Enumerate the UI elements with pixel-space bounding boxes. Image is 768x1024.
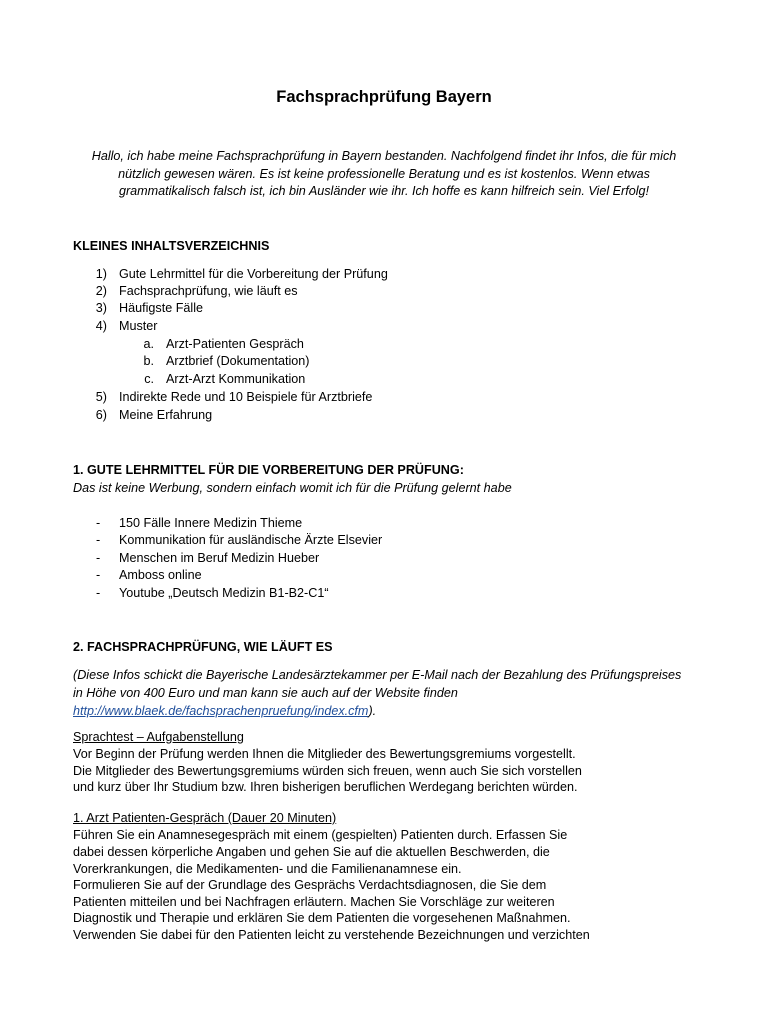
section2-heading: 2. FACHSPRACHPRÜFUNG, WIE LÄUFT ES (73, 640, 333, 654)
toc-heading: KLEINES INHALTSVERZEICHNIS (73, 239, 270, 253)
sprachtest-line: und kurz über Ihr Studium bzw. Ihren bisherigen beruflichen Werdegang berichten würden. (73, 780, 578, 794)
bullet-dash: - (96, 533, 101, 547)
toc-subitem-letter: a. (143, 337, 154, 351)
sprachtest-line: Die Mitglieder des Bewertungsgremiums würden sich freuen, wenn auch Sie sich vorstellen (73, 764, 582, 778)
toc-item-number: 3) (95, 301, 107, 315)
part1-line: Patienten mitteilen und bei Nachfragen erläutern. Machen Sie Vorschläge zur weiteren (73, 895, 555, 909)
sprachtest-heading: Sprachtest – Aufgabenstellung (73, 730, 244, 744)
toc-subitem-letter: b. (143, 354, 154, 368)
list-item-label: 150 Fälle Innere Medizin Thieme (119, 516, 303, 530)
sprachtest-line: Vor Beginn der Prüfung werden Ihnen die Mitglieder des Bewertungsgremiums vorgestellt. (73, 747, 576, 761)
part1-line: Diagnostik und Therapie und erklären Sie dem Patienten die vorgesehenen Maßnahmen. (73, 911, 571, 925)
section1-heading: 1. GUTE LEHRMITTEL FÜR DIE VORBEREITUNG DER PRÜFUNG: (73, 463, 464, 477)
list-item-label: Menschen im Beruf Medizin Hueber (119, 551, 320, 565)
part1-line: Verwenden Sie dabei für den Patienten leicht zu verstehende Bezeichnungen und verzichten (73, 928, 590, 942)
list-item-label: Youtube „Deutsch Medizin B1-B2-C1“ (119, 586, 329, 600)
toc-item-label: Häufigste Fälle (119, 301, 203, 315)
part1-line: dabei dessen körperliche Angaben und gehen Sie auf die aktuellen Beschwerden, die (73, 845, 550, 859)
bullet-dash: - (96, 586, 101, 600)
part1-heading: 1. Arzt Patienten-Gespräch (Dauer 20 Minuten) (73, 811, 337, 825)
toc-item-number: 5) (95, 390, 107, 404)
list-item-label: Amboss online (119, 568, 202, 582)
toc-subitem-letter: c. (144, 372, 154, 386)
list-item-label: Kommunikation für ausländische Ärzte Elsevier (119, 533, 383, 547)
intro-line: nützlich gewesen wären. Es ist keine professionelle Beratung und es ist kostenlos. Wenn etwas (118, 166, 650, 181)
section2-note-link-line (73, 703, 376, 720)
toc-subitem-label: Arzt-Patienten Gespräch (166, 337, 304, 351)
toc-subitem-label: Arztbrief (Dokumentation) (166, 354, 310, 368)
document-title: Fachsprachprüfung Bayern (276, 88, 492, 106)
toc-item-label: Indirekte Rede und 10 Beispiele für Arztbriefe (119, 390, 373, 404)
note-end: ). (368, 704, 377, 718)
toc-item-label: Muster (119, 319, 158, 333)
blaek-website-link[interactable]: http://www.blaek.de/fachsprachenpruefung/index.cfm (73, 704, 369, 718)
toc-item-number: 4) (95, 319, 107, 333)
toc-item-number: 2) (95, 284, 107, 298)
section2-note-line: in Höhe von 400 Euro und man kann sie auch auf der Website finden (73, 686, 458, 700)
section1-subtitle: Das ist keine Werbung, sondern einfach womit ich für die Prüfung gelernt habe (73, 481, 512, 495)
bullet-dash: - (96, 551, 101, 565)
toc-item-number: 1) (95, 267, 107, 281)
part1-line: Führen Sie ein Anamnesegespräch mit einem (gespielten) Patienten durch. Erfassen Sie (73, 828, 568, 842)
toc-item-label: Meine Erfahrung (119, 408, 213, 422)
intro-line: grammatikalisch falsch ist, ich bin Ausländer wie ihr. Ich hoffe es kann hilfreich sein. Viel Erfolg! (118, 184, 650, 198)
toc-item-label: Gute Lehrmittel für die Vorbereitung der Prüfung (119, 267, 388, 281)
bullet-dash: - (96, 516, 101, 530)
toc-item-number: 6) (95, 408, 107, 422)
part1-line: Vorerkrankungen, die Medikamenten- und die Familienanamnese ein. (73, 862, 462, 876)
intro-paragraph (60, 148, 708, 201)
toc-subitem-label: Arzt-Arzt Kommunikation (166, 372, 306, 386)
toc-item-label: Fachsprachprüfung, wie läuft es (119, 284, 298, 298)
intro-line: Hallo, ich habe meine Fachsprachprüfung in Bayern bestanden. Nachfolgend findet ihr Infos, die für mich (91, 149, 677, 163)
section2-note-line: (Diese Infos schickt die Bayerische Landesärztekammer per E-Mail nach der Bezahlung des Prüfungspreises (73, 668, 682, 682)
bullet-dash: - (96, 568, 101, 582)
part1-line: Formulieren Sie auf der Grundlage des Gesprächs Verdachtsdiagnosen, die Sie dem (73, 878, 547, 892)
